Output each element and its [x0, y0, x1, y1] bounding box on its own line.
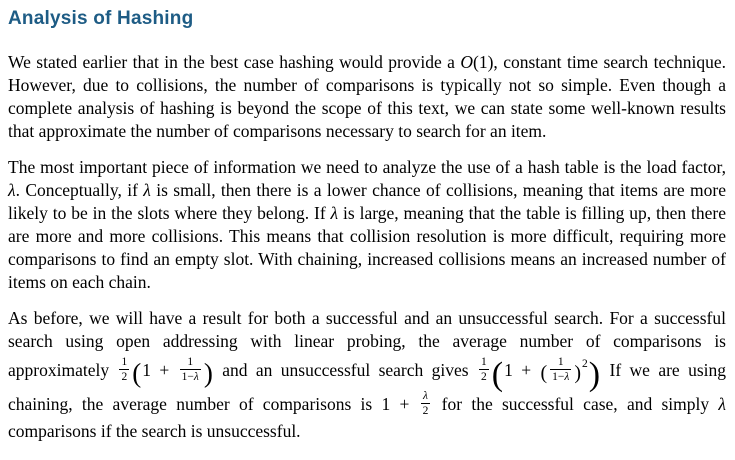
fraction-numerator: [421, 390, 431, 404]
math-paren: ): [588, 356, 601, 393]
fraction-numerator: 1: [550, 356, 571, 370]
math-fraction: [119, 356, 129, 384]
lambda-symbol: λ: [564, 371, 570, 384]
math-paren: ): [203, 358, 213, 388]
text-run: As before, we will have a result for both a successful and an unsuccessful search. For a successful search using open addressing with linear probing, the average number of comparisons is approximately: [8, 308, 726, 380]
fraction-denominator: 2: [422, 405, 429, 418]
text-run: comparisons if the search is unsuccessful.: [8, 420, 301, 441]
text-run: 1 +: [504, 360, 540, 380]
text-run: If we are using chaining, the average number of comparisons is 1 +: [8, 360, 726, 414]
fraction-denominator: 1−λ: [552, 371, 570, 384]
math-fraction: [550, 356, 571, 384]
page-content: [8, 51, 726, 443]
math-variable: λ: [330, 203, 339, 223]
page-title: Analysis of Hashing: [8, 8, 194, 29]
fraction-denominator: 2: [480, 371, 487, 384]
fraction-denominator: 1−λ: [181, 371, 199, 384]
math-paren: (: [132, 358, 142, 388]
lambda-symbol: λ: [193, 371, 199, 384]
lambda-symbol: λ: [423, 390, 428, 402]
math-superscript: 2: [582, 358, 588, 370]
paragraph-results: [8, 307, 726, 443]
math-fraction: [421, 390, 431, 418]
text-run: (1), constant time search technique. However, due to collisions, the number of comparisons is typically not so simple. Even though a complete analysis of hashing is beyond the scope of this text, we can state some well-known results that approximate the number of comparisons necessary to search for an item.: [8, 52, 726, 141]
math-variable: λ: [718, 393, 726, 414]
text-run: for the successful case, and simply: [432, 393, 719, 414]
math-fraction: [479, 356, 489, 384]
text-run: 1 +: [142, 360, 178, 380]
math-paren: ): [574, 362, 582, 384]
math-paren: (: [491, 356, 504, 393]
fraction-numerator: 1: [180, 356, 201, 370]
fraction-denominator: 2: [121, 371, 128, 384]
text-run: is small, then there is a lower chance of collisions, meaning that items are more likely to be in the slots where they belong. If: [8, 180, 726, 223]
text-run: is large, meaning that the table is filling up, then there are more and more collisions. This means that collision resolution is more difficult, requiring more comparisons to find an empty slot. With chaining, increased collisions means an increased number of items on each chain.: [8, 203, 726, 292]
text-run: We stated earlier that in the best case hashing would provide a: [8, 52, 461, 72]
paragraph-load-factor: [8, 156, 726, 294]
fraction-numerator: 1: [119, 356, 129, 370]
text-run: . Conceptually, if: [15, 180, 144, 200]
paragraph-intro: [8, 51, 726, 143]
math-fraction: [180, 356, 201, 384]
math-paren: (: [540, 362, 548, 384]
math-variable: λ: [143, 180, 151, 200]
fraction-numerator: 1: [479, 356, 489, 370]
math-variable: λ: [8, 180, 16, 200]
text-run: and an unsuccessful search gives: [213, 360, 477, 380]
text-run: The most important piece of information we need to analyze the use of a hash table is the load factor,: [8, 157, 726, 177]
math-variable: O: [460, 52, 474, 72]
